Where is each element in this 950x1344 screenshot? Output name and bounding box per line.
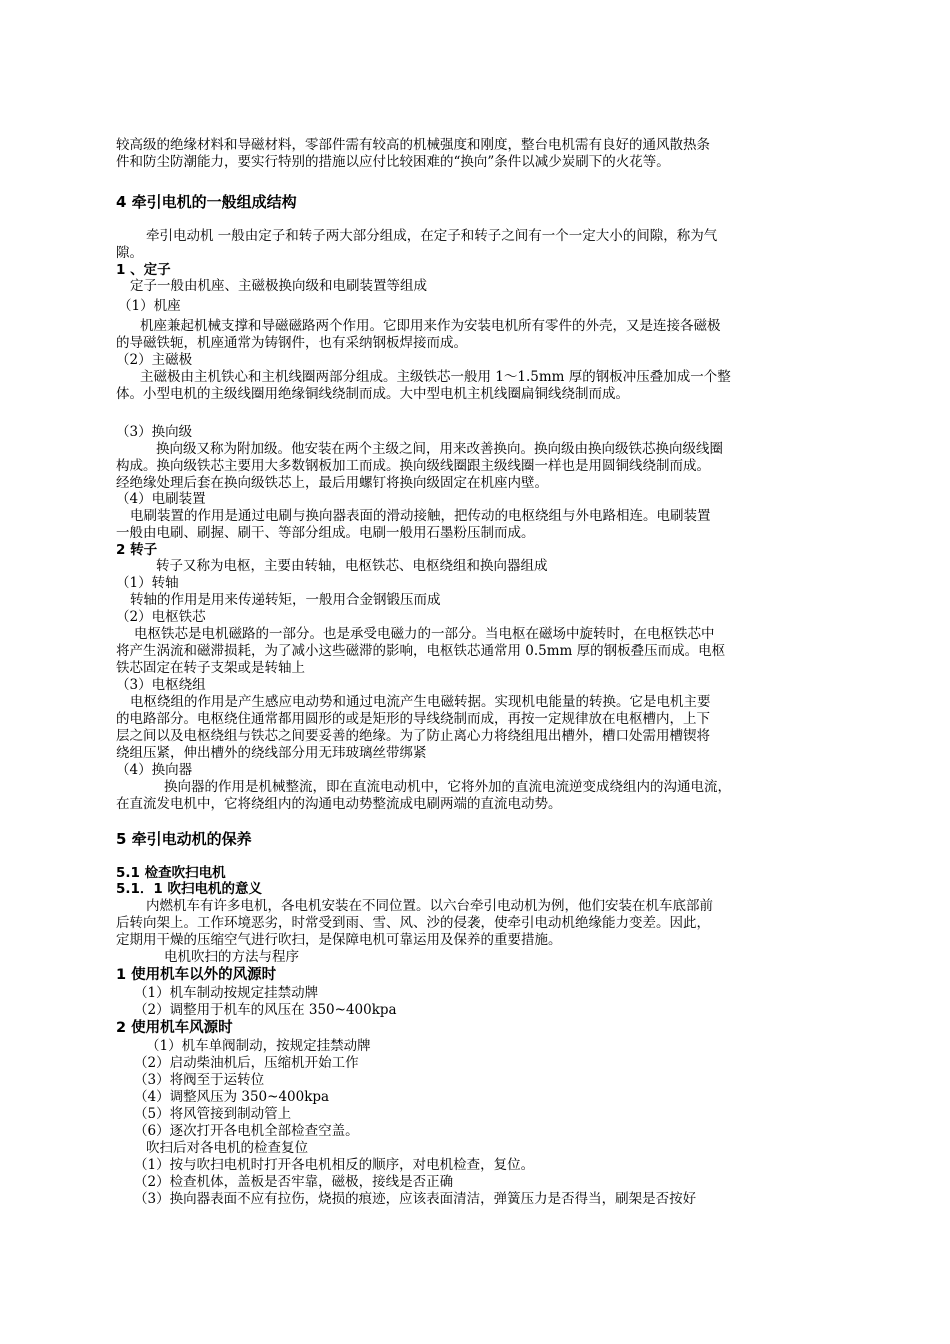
method-2-item-4: （4）调整风压为 350~400kpa	[134, 1089, 330, 1105]
shaft-title: （1）转轴	[116, 575, 179, 591]
stator-text: 定子一般由机座、主磁极换向级和电刷装置等组成	[130, 278, 427, 294]
frame-title: （1）机座	[118, 298, 181, 314]
interpole-title: （3）换向级	[116, 424, 193, 440]
method-line: 电机吹扫的方法与程序	[164, 949, 299, 965]
armature-core-line-2: 将产生涡流和磁滞损耗，为了减小这些磁滞的影响，电枢铁芯通常用 0.5mm 厚的钢板叠压而成。电枢	[116, 643, 726, 659]
commutator-line-1: 换向器的作用是机械整流，即在直流电动机中，它将外加的直流电流逆变成绕组内的沟通电流，	[164, 779, 731, 795]
blow-para-line-2: 后转向架上。工作环境恶劣，时常受到雨、雪、风、沙的侵袭，使牵引电动机绝缘能力变差。因此，	[116, 915, 710, 931]
frame-line-2: 的导磁铁轭，机座通常为铸钢件，也有采纳钢板焊接而成。	[116, 335, 467, 351]
armature-winding-line-1: 电枢绕组的作用是产生感应电动势和通过电流产生电磁转据。实现机电能量的转换。它是电机主要	[130, 694, 711, 710]
armature-core-title: （2）电枢铁芯	[116, 609, 206, 625]
method-1-item-2: （2）调整用于机车的风压在 350~400kpa	[134, 1002, 397, 1018]
armature-winding-line-4: 绕组压紧，伸出槽外的绕线部分用无玮玻璃丝带绑紧	[116, 745, 427, 761]
rotor-heading: 2 转子	[116, 542, 158, 558]
intro-line-1: 较高级的绝缘材料和导磁材料，零部件需有较高的机械强度和刚度，整台电机需有良好的通风散热条	[116, 137, 710, 153]
armature-winding-line-3: 层之间以及电枢绕组与铁芯之间要妥善的绝缘。为了防止离心力将绕组甩出槽外，槽口处需用槽锲将	[116, 728, 710, 744]
interpole-line-2: 构成。换向级铁芯主要用大多数钢板加工而成。换向级线圈跟主级线圈一样也是用圆铜线绕制而成。	[116, 458, 710, 474]
after-blow-item-3: （3）换向器表面不应有拉伤，烧损的痕迹，应该表面清洁，弹簧压力是否得当，刷架是否按好	[134, 1191, 697, 1207]
blow-para-line-1: 内燃机车有许多电机，各电机安装在不同位置。以六台牵引电动机为例，他们安装在机车底部前	[146, 898, 713, 914]
blow-para-line-3: 定期用干燥的压缩空气进行吹扫，是保障电机可靠运用及保养的重要措施。	[116, 932, 562, 948]
sec4-para-line-2: 隙。	[116, 245, 143, 261]
subsection-5-1: 5.1 检查吹扫电机	[116, 865, 226, 881]
after-blow-title: 吹扫后对各电机的检查复位	[146, 1140, 308, 1156]
frame-line-1: 机座兼起机械支撑和导磁磁路两个作用。它即用来作为安装电机所有零件的外壳，又是连接各磁极	[140, 318, 721, 334]
method-2-item-3: （3）将阀至于运转位	[134, 1072, 265, 1088]
main-pole-line-2: 体。小型电机的主级线圈用绝缘铜线绕制而成。大中型电机主机线圈扁铜线绕制而成。	[116, 386, 629, 402]
brush-title: （4）电刷装置	[116, 491, 206, 507]
after-blow-item-2: （2）检查机体，盖板是否牢靠，磁极，接线是否正确	[134, 1174, 454, 1190]
brush-line-1: 电刷装置的作用是通过电刷与换向器表面的滑动接触，把传动的电枢绕组与外电路相连。电刷装置	[130, 508, 711, 524]
method-2-heading: 2 使用机车风源时	[116, 1020, 233, 1036]
section-4-heading: 4 牵引电机的一般组成结构	[116, 193, 297, 211]
stator-heading: 1 、定子	[116, 262, 171, 278]
brush-line-2: 一般由电刷、刷握、刷干、等部分组成。电刷一般用石墨粉压制而成。	[116, 525, 535, 541]
commutator-title: （4）换向器	[116, 762, 193, 778]
intro-line-2: 件和防尘防潮能力，要实行特别的措施以应付比较困难的“换向”条件以减少炭刷下的火花等。	[116, 154, 670, 170]
armature-core-line-1: 电枢铁芯是电机磁路的一部分。也是承受电磁力的一部分。当电枢在磁场中旋转时，在电枢铁芯中	[134, 626, 715, 642]
method-1-item-1: （1）机车制动按规定挂禁动牌	[134, 985, 319, 1001]
armature-core-line-3: 铁芯固定在转子支架或是转轴上	[116, 660, 305, 676]
main-pole-title: （2）主磁极	[116, 352, 193, 368]
interpole-line-3: 经绝缘处理后套在换向级铁芯上，最后用螺钉将换向级固定在机座内壁。	[116, 475, 548, 491]
method-2-item-2: （2）启动柴油机后，压缩机开始工作	[134, 1055, 359, 1071]
interpole-line-1: 换向级又称为附加级。他安装在两个主级之间，用来改善换向。换向级由换向级铁芯换向级线圈	[156, 441, 723, 457]
method-1-heading: 1 使用机车以外的风源时	[116, 967, 277, 983]
rotor-text: 转子又称为电枢，主要由转轴，电枢铁芯、电枢绕组和换向器组成	[156, 558, 548, 574]
armature-winding-title: （3）电枢绕组	[116, 677, 206, 693]
commutator-line-2: 在直流发电机中，它将绕组内的沟通电动势整流成电刷两端的直流电动势。	[116, 796, 562, 812]
subsection-5-1-1: 5.1．1 吹扫电机的意义	[116, 881, 263, 897]
section-5-heading: 5 牵引电动机的保养	[116, 830, 252, 848]
method-2-item-1: （1）机车单阀制动，按规定挂禁动牌	[146, 1038, 371, 1054]
armature-winding-line-2: 的电路部分。电枢绕住通常都用圆形的或是矩形的导线绕制而成，再按一定规律放在电枢槽内，上下	[116, 711, 710, 727]
main-pole-line-1: 主磁极由主机铁心和主机线圈两部分组成。主级铁芯一般用 1～1.5mm 厚的钢板冲压叠加成一个整	[140, 369, 731, 385]
shaft-text: 转轴的作用是用来传递转矩，一般用合金钢锻压而成	[130, 592, 441, 608]
sec4-para-line-1: 牵引电动机 一般由定子和转子两大部分组成，在定子和转子之间有一个一定大小的间隙，称为气	[146, 228, 718, 244]
method-2-item-5: （5）将风管接到制动管上	[134, 1106, 292, 1122]
after-blow-item-1: （1）按与吹扫电机时打开各电机相反的顺序，对电机检查，复位。	[134, 1157, 535, 1173]
method-2-item-6: （6）逐次打开各电机全部检查空盖。	[134, 1123, 359, 1139]
